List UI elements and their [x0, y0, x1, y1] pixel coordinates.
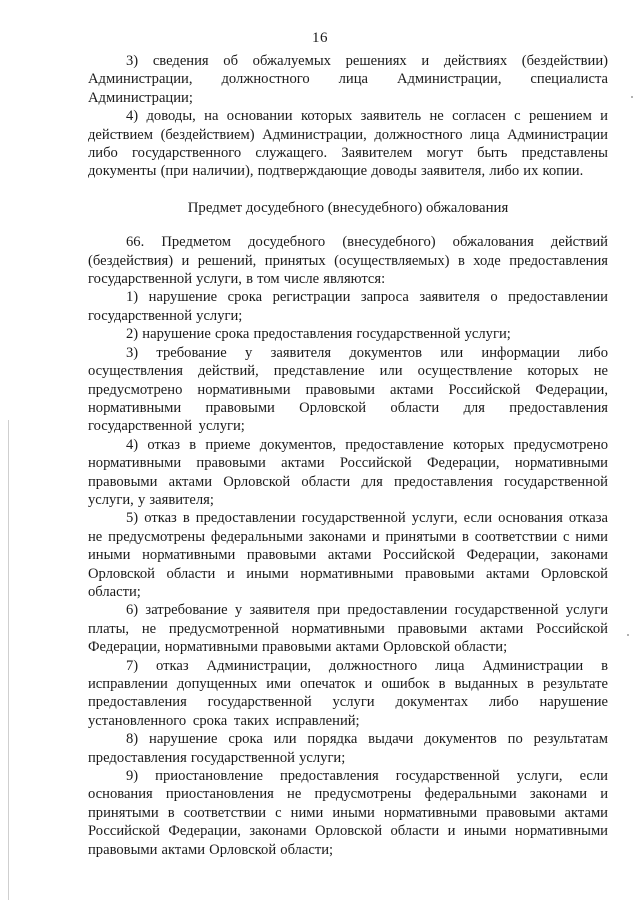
section-heading: Предмет досудебного (внесудебного) обжалования	[187, 199, 509, 216]
list-item-1: 1) нарушение срока регистрации запроса заявителя о предоставлении государственной услуги;	[88, 289, 608, 324]
list-item-8: 8) нарушение срока или порядка выдачи документов по результатам предоставления государственной услуги;	[88, 731, 608, 766]
paragraph-66: 66. Предметом досудебного (внесудебного) обжалования действий (бездействия) и решений, принятых (осуществляемых) в ходе предоставления государственной услуги, в том числе являются:	[88, 234, 608, 288]
list-item-2: 2) нарушение срока предоставления государственной услуги;	[126, 326, 511, 343]
scan-speck	[631, 96, 633, 98]
list-item-6: 6) затребование у заявителя при предоставлении государственной услуги платы, не предусмотренной нормативными правовыми актами Российской Федерации, нормативными правовыми актами Орловской области;	[88, 602, 608, 656]
list-item-3: 3) требование у заявителя документов или информации либо осуществления действий, представление или осуществление которых не предусмотрено нормативными правовыми актами Российской Федерации, нормативными правовыми Орловской области для предоставления государственной услуги;	[88, 344, 608, 435]
scan-margin-line	[8, 420, 9, 900]
paragraph-item-3: 3) сведения об обжалуемых решениях и действиях (бездействии) Администрации, должностного лица Администрации, специалиста Администрации;	[88, 53, 608, 106]
page-number: 16	[312, 30, 328, 46]
paragraph-item-4: 4) доводы, на основании которых заявитель не согласен с решением и действием (бездействием) Администрации, должностного лица Администрации либо государственного служащего. Заявителем могут быть представлены документы (при наличии), подтверждающие доводы заявителя, либо их копии.	[88, 108, 608, 180]
document-body	[88, 52, 608, 859]
list-item-7: 7) отказ Администрации, должностного лица Администрации в исправлении допущенных ими опечаток и ошибок в выданных в результате предоставления государственной услуги документах либо нарушение установленного срока таких исправлений;	[88, 657, 608, 729]
list-item-9: 9) приостановление предоставления государственной услуги, если основания приостановления не предусмотрены федеральными законами и принятыми в соответствии с ними иными нормативными правовыми актами Российской Федерации, законами Орловской области и иными нормативными правовыми актами Орловской области;	[88, 768, 608, 858]
list-item-5: 5) отказ в предоставлении государственной услуги, если основания отказа не предусмотрены федеральными законами и принятыми в соответствии с ними иными нормативными правовыми актами Российской Федерации, законами Орловской области и иными нормативными правовыми актами Орловской области;	[88, 510, 608, 600]
scan-speck	[627, 634, 629, 636]
list-item-4: 4) отказ в приеме документов, предоставление которых предусмотрено нормативными правовыми актами Российской Федерации, нормативными правовыми актами Орловской области для предоставления государственной услуги, у заявителя;	[88, 436, 608, 508]
